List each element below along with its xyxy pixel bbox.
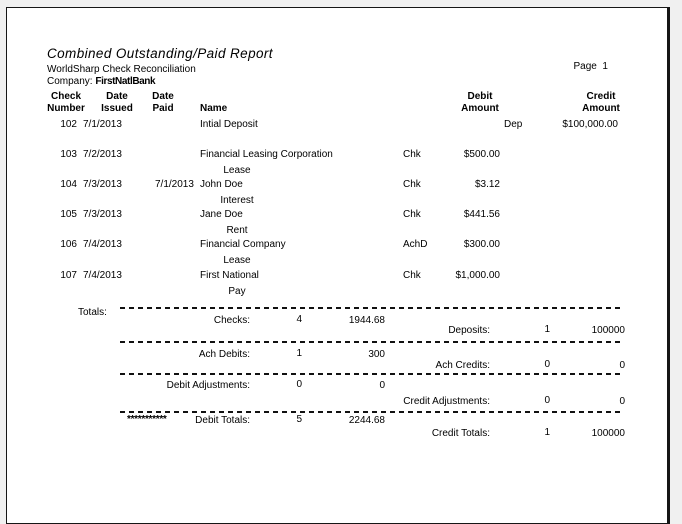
table-row	[7, 209, 667, 237]
memo-cell: Lease	[223, 165, 251, 176]
check-number-cell: 103	[60, 149, 77, 160]
column-header-debit-line1: Debit	[467, 91, 493, 102]
company-line	[47, 76, 155, 87]
transaction-type-cell: Chk	[403, 149, 421, 160]
table-row	[7, 179, 667, 207]
column-header-issued-line2: Issued	[101, 102, 133, 114]
totals-row-label: Credit Adjustments:	[403, 396, 490, 407]
totals-row-count: 0	[296, 379, 302, 390]
debit-amount-cell: $441.56	[463, 209, 500, 220]
column-header-paid-line1: Date	[152, 91, 174, 102]
date-issued-cell: 7/4/2013	[83, 239, 122, 250]
totals-row-amount: 300	[368, 349, 385, 360]
totals-row-count: 4	[296, 314, 302, 325]
totals-row-count: 5	[296, 414, 302, 425]
report-page	[6, 7, 670, 524]
asterisks-marker: ***********	[127, 414, 167, 425]
report-subtitle: WorldSharp Check Reconciliation	[47, 64, 196, 75]
check-number-cell: 105	[60, 209, 77, 220]
transaction-type-cell: AchD	[403, 239, 428, 250]
totals-row-amount: 0	[619, 396, 625, 407]
payee-name-cell: Intial Deposit	[200, 119, 258, 130]
totals-row-count: 1	[544, 324, 550, 335]
totals-row-amount: 2244.68	[348, 415, 385, 426]
totals-row-count: 0	[544, 395, 550, 406]
payee-name-cell: Jane Doe	[200, 209, 243, 220]
dashed-divider	[120, 411, 623, 413]
transaction-type-cell: Chk	[403, 270, 421, 281]
payee-name-cell: First National	[200, 270, 259, 281]
column-header-debit-line2: Amount	[461, 102, 499, 114]
company-name: FirstNatlBank	[95, 76, 156, 87]
table-row	[7, 270, 667, 298]
payee-name-cell: Financial Company	[200, 239, 286, 250]
column-header-credit-line1: Credit	[586, 91, 616, 102]
totals-row-count: 0	[544, 359, 550, 370]
totals-row-label: Ach Debits:	[198, 349, 250, 360]
transaction-type-cell: Chk	[403, 179, 421, 190]
check-number-cell: 104	[60, 179, 77, 190]
dashed-divider	[120, 341, 623, 343]
column-header-name: Name	[200, 102, 228, 114]
date-issued-cell: 7/1/2013	[83, 119, 122, 130]
debit-amount-cell: $300.00	[463, 239, 500, 250]
column-header-date-issued	[92, 91, 142, 114]
totals-row-count: 1	[296, 348, 302, 359]
debit-amount-cell: $500.00	[463, 149, 500, 160]
totals-row-amount: 100000	[591, 428, 625, 439]
memo-cell: Pay	[228, 286, 246, 297]
deposit-type-cell: Dep	[504, 119, 523, 130]
check-number-cell: 102	[60, 119, 77, 130]
check-number-cell: 106	[60, 239, 77, 250]
payee-name-cell: Financial Leasing Corporation	[200, 149, 333, 160]
totals-row-label: Ach Credits:	[435, 360, 490, 371]
memo-cell: Rent	[226, 225, 248, 236]
check-number-cell: 107	[60, 270, 77, 281]
column-header-credit-amount	[571, 91, 631, 114]
totals-row-amount: 0	[379, 380, 385, 391]
debit-amount-cell: $1,000.00	[455, 270, 500, 281]
column-header-issued-line1: Date	[106, 91, 128, 102]
column-header-check-line1: Check	[50, 91, 81, 102]
totals-row-label: Credit Totals:	[431, 428, 490, 439]
date-issued-cell: 7/2/2013	[83, 149, 122, 160]
memo-cell: Lease	[223, 255, 251, 266]
totals-row-label: Debit Adjustments:	[166, 380, 250, 391]
totals-row-amount: 1944.68	[348, 315, 385, 326]
page-number: Page 1	[573, 61, 608, 72]
transaction-type-cell: Chk	[403, 209, 421, 220]
payee-name-cell: John Doe	[200, 179, 243, 190]
date-issued-cell: 7/4/2013	[83, 270, 122, 281]
totals-row-count: 1	[544, 427, 550, 438]
credit-amount-cell: $100,000.00	[562, 119, 618, 130]
totals-row-amount: 0	[619, 360, 625, 371]
column-header-debit-amount	[450, 91, 510, 114]
column-header-check-number	[36, 91, 96, 114]
column-header-check-line2: Number	[47, 102, 85, 114]
table-row	[7, 239, 667, 267]
column-header-credit-line2: Amount	[582, 102, 620, 114]
table-row	[7, 119, 667, 147]
memo-cell: Interest	[220, 195, 254, 206]
totals-row-amount: 100000	[591, 325, 625, 336]
company-label: Company:	[47, 76, 96, 87]
dashed-divider	[120, 373, 623, 375]
date-issued-cell: 7/3/2013	[83, 179, 122, 190]
totals-row-label: Deposits:	[448, 325, 490, 336]
report-title: Combined Outstanding/Paid Report	[47, 46, 273, 61]
totals-row-label: Debit Totals:	[195, 415, 250, 426]
column-header-date-paid	[139, 91, 187, 114]
date-issued-cell: 7/3/2013	[83, 209, 122, 220]
dashed-divider	[120, 307, 623, 309]
date-paid-cell: 7/1/2013	[155, 179, 194, 190]
totals-row-label: Checks:	[213, 315, 250, 326]
column-header-paid-line2: Paid	[152, 102, 174, 114]
table-row	[7, 149, 667, 177]
totals-label: Totals:	[78, 307, 107, 318]
debit-amount-cell: $3.12	[474, 179, 500, 190]
